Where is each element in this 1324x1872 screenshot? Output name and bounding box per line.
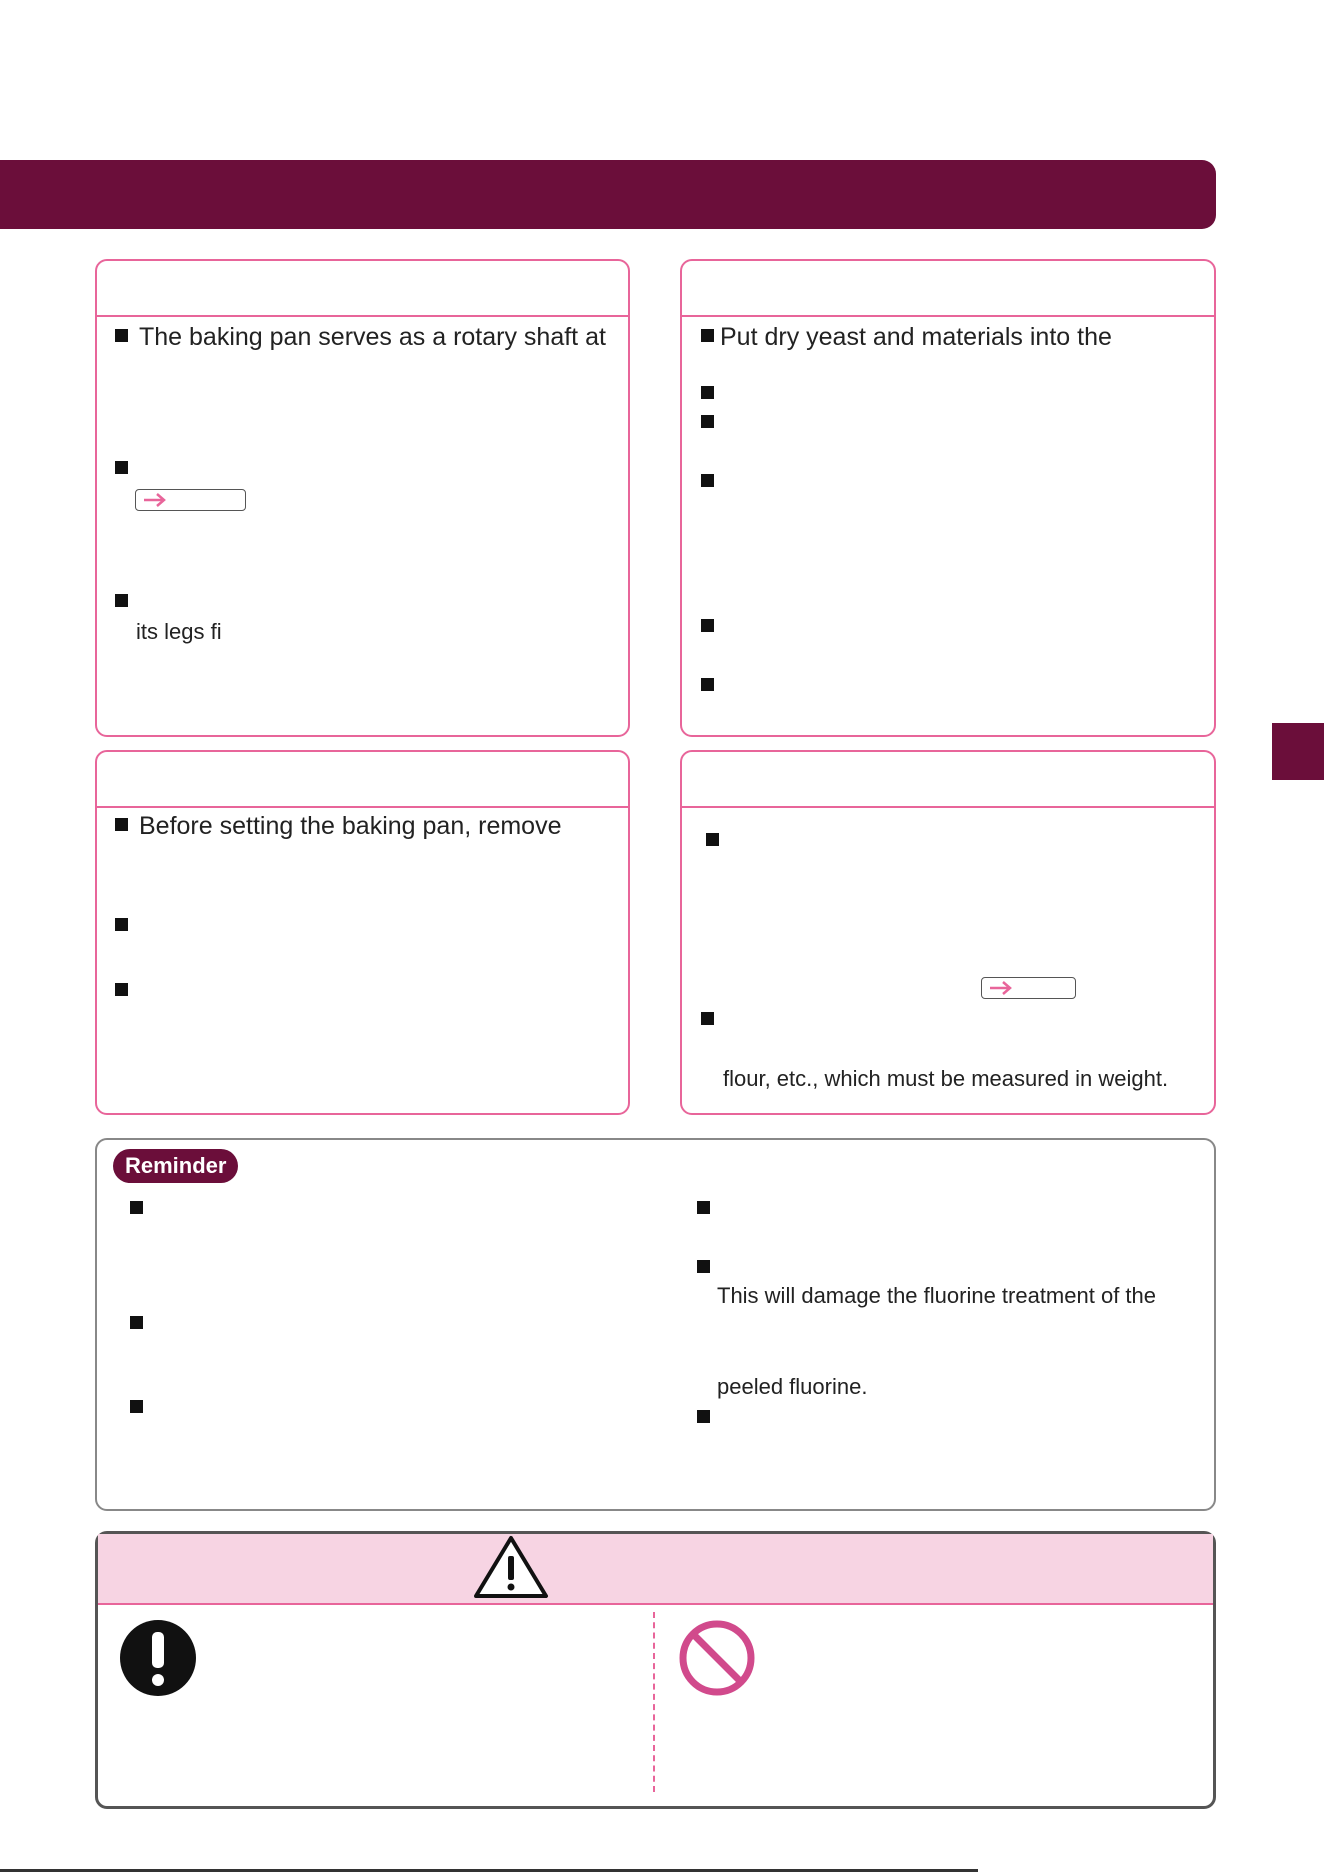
section-header-band: [0, 160, 1216, 229]
text-fragment: its legs fi: [136, 619, 222, 644]
caution-header: [98, 1534, 1213, 1605]
bullet-icon: [701, 329, 714, 342]
partial-text-line: [139, 811, 579, 825]
bullet-icon: [115, 594, 128, 607]
caution-divider: [653, 1612, 655, 1792]
bullet-icon: [701, 619, 714, 632]
bullet-icon: [697, 1410, 710, 1423]
bullet-icon: [701, 415, 714, 428]
bullet-icon: [115, 918, 128, 931]
exclamation-circle-icon: [118, 1618, 198, 1698]
info-box-header: [97, 752, 628, 808]
warning-triangle-icon: [473, 1534, 549, 1600]
reminder-box: [95, 1138, 1216, 1511]
bullet-icon: [697, 1260, 710, 1273]
info-box-bottom-right: [680, 750, 1216, 1115]
bullet-icon: [130, 1400, 143, 1413]
bullet-icon: [706, 833, 719, 846]
info-box-header: [97, 261, 628, 317]
info-box-header: [682, 752, 1214, 808]
bullet-icon: [115, 983, 128, 996]
bullet-icon: [130, 1316, 143, 1329]
page-reference-tag[interactable]: [981, 977, 1076, 999]
reminder-label: Reminder: [113, 1149, 238, 1183]
bullet-icon: [115, 329, 128, 342]
info-box-bottom-left: [95, 750, 630, 1115]
partial-text-line: [139, 322, 609, 336]
right-arrow-icon: [142, 493, 168, 507]
partial-text-line: [720, 322, 1140, 336]
caution-box: [95, 1531, 1216, 1809]
right-arrow-icon: [988, 981, 1014, 995]
bullet-icon: [697, 1201, 710, 1214]
bullet-icon: [115, 461, 128, 474]
bullet-icon: [115, 818, 128, 831]
bullet-icon: [130, 1201, 143, 1214]
bullet-icon: [701, 474, 714, 487]
prohibition-icon: [677, 1618, 757, 1698]
bullet-icon: [701, 1012, 714, 1025]
text-line: flour, etc., which must be measured in weight.: [723, 1066, 1169, 1091]
reminder-text-line: This will damage the fluorine treatment of the: [717, 1283, 1157, 1308]
reminder-text-line: peeled fluorine.: [717, 1374, 868, 1399]
page-reference-tag[interactable]: [135, 489, 246, 511]
bullet-icon: [701, 386, 714, 399]
bullet-icon: [701, 678, 714, 691]
info-box-header: [682, 261, 1214, 317]
chapter-side-tab: [1272, 723, 1324, 780]
